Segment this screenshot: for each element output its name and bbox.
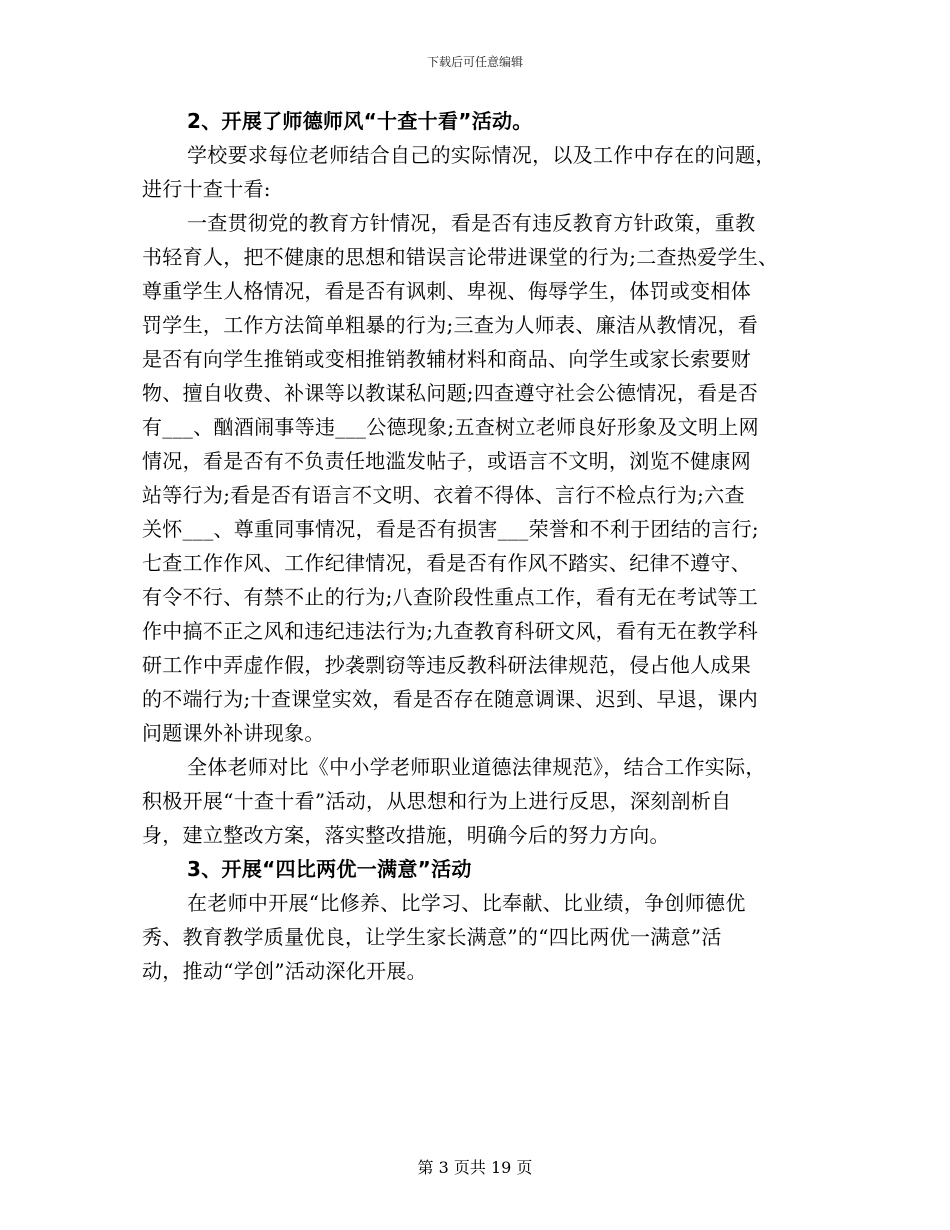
paragraph-line: 情况，看是否有不负责任地滥发帖子，或语言不文明，浏览不健康网 xyxy=(142,449,751,473)
paragraph-line: 有___、酗酒闹事等违___公德现象;五查树立老师良好形象及文明上网 xyxy=(142,415,759,439)
paragraph-first-line: 在老师中开展“比修养、比学习、比奉献、比业绩，争创师德优 xyxy=(187,891,746,915)
paragraph-line: 研工作中弄虚作假，抄袭剽窃等违反教科研法律规范，侵占他人成果 xyxy=(142,653,751,677)
paragraph-line: 罚学生，工作方法简单粗暴的行为;三查为人师表、廉洁从教情况，看 xyxy=(142,313,759,337)
section-heading: 2、开展了师德师风“十查十看”活动。 xyxy=(187,109,533,133)
paragraph-line: 物、擅自收费、补课等以教谋私问题;四查遵守社会公德情况，看是否 xyxy=(142,381,759,405)
document-body xyxy=(142,104,822,988)
paragraph-first-line: 学校要求每位老师结合自己的实际情况，以及工作中存在的问题， xyxy=(187,143,776,167)
paragraph-line: 有令不行、有禁不止的行为;八查阶段性重点工作，看有无在考试等工 xyxy=(142,585,759,609)
paragraph-line: 是否有向学生推销或变相推销教辅材料和商品、向学生或家长索要财 xyxy=(142,347,751,371)
paragraph-first-line: 全体老师对比《中小学老师职业道德法律规范》，结合工作实际， xyxy=(187,755,766,779)
paragraph-line: 尊重学生人格情况，看是否有讽刺、卑视、侮辱学生，体罚或变相体 xyxy=(142,279,751,303)
section-heading: 3、开展“四比两优一满意”活动 xyxy=(187,857,472,881)
paragraph-line: 秀、教育教学质量优良，让学生家长满意”的“四比两优一满意”活 xyxy=(142,925,722,949)
page-header: 下载后可任意编辑 xyxy=(426,55,523,69)
paragraph-line: 进行十查十看: xyxy=(142,177,271,201)
paragraph-line: 作中搞不正之风和违纪违法行为;九查教育科研文风，看有无在教学科 xyxy=(142,619,759,643)
paragraph-line: 动，推动“学创”活动深化开展。 xyxy=(142,959,427,983)
paragraph-line: 问题课外补讲现象。 xyxy=(142,721,325,745)
paragraph-line: 七查工作作风、工作纪律情况，看是否有作风不踏实、纪律不遵守、 xyxy=(142,551,751,575)
paragraph-line: 书轻育人，把不健康的思想和错误言论带进课堂的行为;二查热爱学生、 xyxy=(142,245,779,269)
paragraph-line: 关怀___、尊重同事情况，看是否有损害___荣誉和不利于团结的言行; xyxy=(142,517,759,541)
paragraph-first-line: 一查贯彻党的教育方针情况，看是否有违反教育方针政策，重教 xyxy=(187,211,756,235)
paragraph-line: 的不端行为;十查课堂实效，看是否存在随意调课、迟到、早退，课内 xyxy=(142,687,759,711)
paragraph-line: 站等行为;看是否有语言不文明、衣着不得体、言行不检点行为;六查 xyxy=(142,483,745,507)
paragraph-line: 积极开展“十查十看”活动，从思想和行为上进行反思，深刻剖析自 xyxy=(142,789,732,813)
page-footer: 第 3 页共 19 页 xyxy=(417,1158,533,1177)
paragraph-line: 身，建立整改方案，落实整改措施，明确今后的努力方向。 xyxy=(142,823,670,847)
